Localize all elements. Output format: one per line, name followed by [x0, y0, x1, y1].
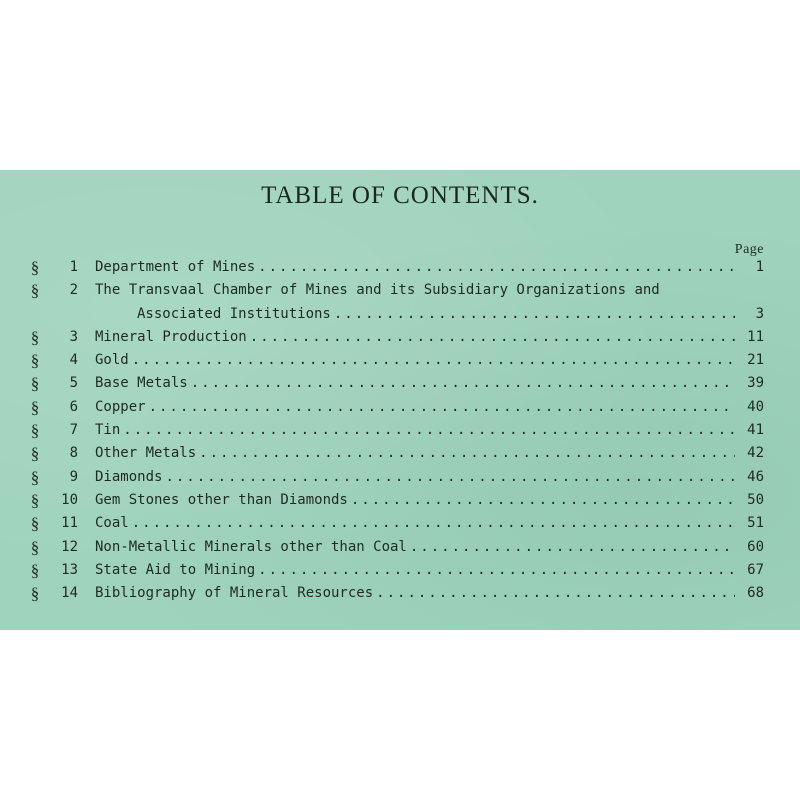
section-number: 8	[69, 445, 78, 462]
dot-leader	[334, 303, 735, 326]
toc-entry[interactable]	[0, 582, 800, 605]
section-symbol: §	[30, 281, 40, 301]
section-symbol: §	[30, 258, 40, 277]
page-number: 46	[747, 468, 764, 485]
toc-list	[0, 256, 800, 605]
page-column-header: Page	[734, 242, 764, 257]
section-number: 2	[69, 282, 78, 299]
entry-title: Mineral Production	[95, 328, 247, 345]
section-number: 5	[69, 375, 78, 392]
toc-entry[interactable]	[0, 372, 800, 395]
section-number: 9	[69, 468, 78, 485]
page-number: 42	[747, 445, 764, 462]
page-number: 41	[747, 422, 764, 439]
dot-leader	[199, 442, 735, 465]
page-number: 39	[747, 375, 764, 392]
section-number: 10	[61, 491, 78, 508]
section-symbol: §	[30, 327, 40, 347]
section-symbol: §	[30, 514, 40, 534]
dot-leader	[132, 349, 735, 372]
dot-leader	[123, 419, 735, 442]
entry-title-continued: Associated Institutions	[137, 305, 331, 322]
section-symbol: §	[30, 584, 40, 604]
page-number: 51	[747, 515, 764, 532]
section-symbol: §	[30, 374, 40, 394]
section-symbol: §	[30, 467, 40, 487]
section-symbol: §	[30, 397, 40, 417]
section-number: 11	[61, 515, 78, 532]
toc-entry[interactable]	[0, 466, 800, 489]
dot-leader	[410, 536, 735, 559]
section-number: 3	[69, 328, 78, 345]
page-number: 21	[747, 352, 764, 369]
entry-title: Copper	[95, 398, 146, 415]
section-symbol: §	[30, 560, 40, 580]
dot-leader	[191, 372, 735, 395]
toc-entry[interactable]	[0, 536, 800, 559]
section-number: 4	[69, 352, 78, 369]
section-symbol: §	[30, 490, 40, 510]
entry-title: Other Metals	[95, 445, 197, 462]
section-symbol: §	[30, 537, 40, 557]
toc-entry[interactable]	[0, 326, 800, 349]
entry-title: Tin	[95, 422, 121, 439]
page-number: 3	[755, 305, 764, 322]
dot-leader	[376, 582, 735, 605]
entry-title: The Transvaal Chamber of Mines and its Subsidiary Organizations and	[95, 282, 660, 299]
section-number: 12	[61, 538, 78, 555]
page-number: 67	[747, 561, 764, 578]
contents-page	[0, 170, 800, 630]
dot-leader	[250, 326, 735, 349]
entry-title: Base Metals	[95, 375, 188, 392]
entry-title: Non-Metallic Minerals other than Coal	[95, 538, 407, 555]
page-number: 11	[747, 328, 764, 345]
dot-leader	[258, 559, 735, 582]
toc-entry[interactable]	[0, 256, 800, 279]
entry-title: Diamonds	[95, 468, 163, 485]
page-title: TABLE OF CONTENTS.	[261, 182, 539, 209]
dot-leader	[258, 256, 735, 279]
entry-title: Gold	[95, 352, 129, 369]
dot-leader	[165, 466, 735, 489]
entry-title: Bibliography of Mineral Resources	[95, 585, 374, 602]
toc-entry[interactable]	[0, 489, 800, 512]
page-number: 50	[747, 491, 764, 508]
toc-entry[interactable]	[0, 349, 800, 372]
page-number: 1	[755, 259, 764, 275]
dot-leader	[132, 512, 735, 535]
entry-title: State Aid to Mining	[95, 561, 256, 578]
toc-entry[interactable]	[0, 419, 800, 442]
toc-entry[interactable]	[0, 279, 800, 302]
section-number: 6	[69, 398, 78, 415]
section-number: 7	[69, 422, 78, 439]
entry-title: Department of Mines	[95, 259, 256, 275]
dot-leader	[351, 489, 735, 512]
toc-entry-continuation[interactable]	[0, 303, 800, 326]
section-symbol: §	[30, 351, 40, 371]
page-number: 40	[747, 398, 764, 415]
section-number: 14	[61, 585, 78, 602]
toc-entry[interactable]	[0, 442, 800, 465]
toc-entry[interactable]	[0, 512, 800, 535]
entry-title: Gem Stones other than Diamonds	[95, 491, 348, 508]
section-symbol: §	[30, 421, 40, 441]
entry-title: Coal	[95, 515, 129, 532]
toc-entry[interactable]	[0, 396, 800, 419]
section-number: 1	[69, 259, 78, 275]
dot-leader	[149, 396, 735, 419]
section-number: 13	[61, 561, 78, 578]
toc-entry[interactable]	[0, 559, 800, 582]
page-number: 60	[747, 538, 764, 555]
section-symbol: §	[30, 444, 40, 464]
page-number: 68	[747, 585, 764, 602]
